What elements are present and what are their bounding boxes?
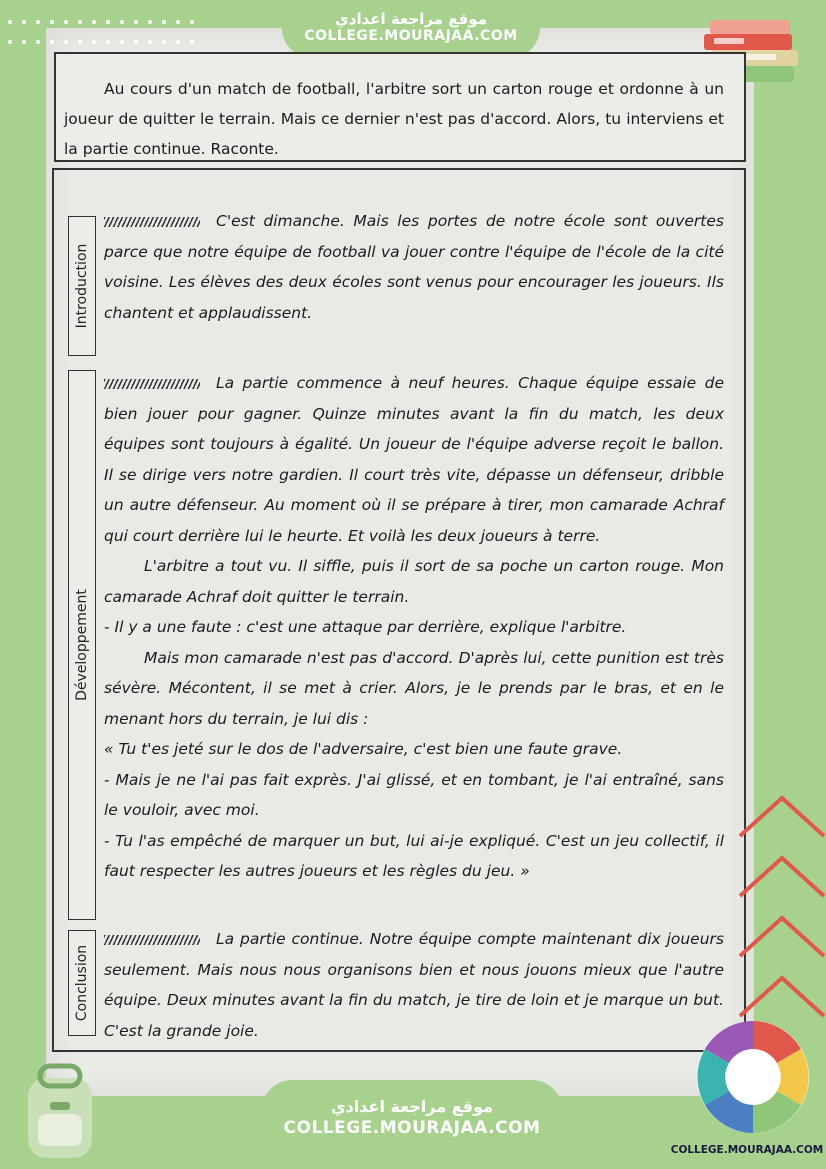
dev-paragraph-7: - Tu l'as empêché de marquer un but, lui ai-je expliqué. C'est un jeu collectif, il faut respecter les autres joueurs et les règles du jeu. » bbox=[104, 831, 724, 880]
dots-decoration bbox=[0, 16, 200, 50]
backpack-icon bbox=[10, 1058, 110, 1164]
label-developpement: Développement bbox=[68, 370, 96, 920]
developpement-paragraphs bbox=[104, 368, 724, 887]
dev-paragraph-6: - Mais je ne l'ai pas fait exprès. J'ai glissé, et en tombant, je l'ai entraîné, sans le vouloir, avec moi. bbox=[104, 770, 724, 819]
logo-caption[interactable]: COLLEGE.MOURAJAA.COM bbox=[670, 1144, 824, 1156]
conclusion-text: La partie continue. Notre équipe compte maintenant dix joueurs seulement. Mais nous nous organisons bien et nous jouons mieux que l'autre équipe. Deux minutes avant la fin du match, je tire de loin et je marque un but. C'est la grande joie. bbox=[104, 930, 724, 1040]
hatch-mark bbox=[104, 379, 200, 389]
banner-bottom-arabic: موقع مراجعة اعدادي bbox=[330, 1097, 494, 1116]
banner-bottom-url[interactable]: COLLEGE.MOURAJAA.COM bbox=[283, 1118, 541, 1138]
introduction-text: C'est dimanche. Mais les portes de notre école sont ouvertes parce que notre équipe de football va jouer contre l'équipe de l'école de la cité voisine. Les élèves des deux écoles sont venus pour encourager les joueurs. Ils chantent et applaudissent. bbox=[104, 212, 724, 322]
dev-paragraph-5: « Tu t'es jeté sur le dos de l'adversaire, c'est bien une faute grave. bbox=[104, 740, 623, 758]
conclusion-paragraph bbox=[104, 924, 724, 1046]
introduction-paragraph bbox=[104, 206, 724, 328]
hatch-mark bbox=[104, 935, 200, 945]
site-banner-bottom[interactable] bbox=[262, 1080, 562, 1169]
banner-top-arabic: موقع مراجعة اعدادي bbox=[335, 10, 487, 28]
banner-top-url[interactable]: COLLEGE.MOURAJAA.COM bbox=[304, 28, 518, 44]
hatch-mark bbox=[104, 217, 200, 227]
school-supplies-wheel-icon bbox=[694, 1018, 812, 1136]
dev-paragraph-3: - Il y a une faute : c'est une attaque par derrière, explique l'arbitre. bbox=[104, 618, 627, 636]
dev-paragraph-2: L'arbitre a tout vu. Il siffle, puis il sort de sa poche un carton rouge. Mon camarade Achraf doit quitter le terrain. bbox=[104, 557, 724, 606]
label-introduction: Introduction bbox=[68, 216, 96, 356]
chevron-up-icon bbox=[730, 790, 826, 1050]
dev-paragraph-4: Mais mon camarade n'est pas d'accord. D'après lui, cette punition est très sévère. Mécontent, il se met à crier. Alors, je le prends par le bras, et en le menant hors du terrain, je lui dis : bbox=[104, 648, 724, 728]
site-banner-top[interactable] bbox=[282, 0, 540, 58]
task-statement: Au cours d'un match de football, l'arbitre sort un carton rouge et ordonne à un joueur de quitter le terrain. Mais ce dernier n'est pas d'accord. Alors, tu interviens et la partie continue. Raconte. bbox=[64, 79, 724, 158]
dev-paragraph-1: La partie commence à neuf heures. Chaque équipe essaie de bien jouer pour gagner. Quinze minutes avant la fin du match, les deux équipes sont toujours à égalité. Un joueur de l'équipe adverse reçoit le ballon. Il se dirige vers notre gardien. Il court très vite, dépasse un défenseur, dribble un autre défenseur. Au moment où il se prépare à tirer, mon camarade Achraf qui court derrière lui le heurte. Et voilà les deux joueurs à terre. bbox=[104, 374, 724, 545]
label-conclusion: Conclusion bbox=[68, 930, 96, 1036]
